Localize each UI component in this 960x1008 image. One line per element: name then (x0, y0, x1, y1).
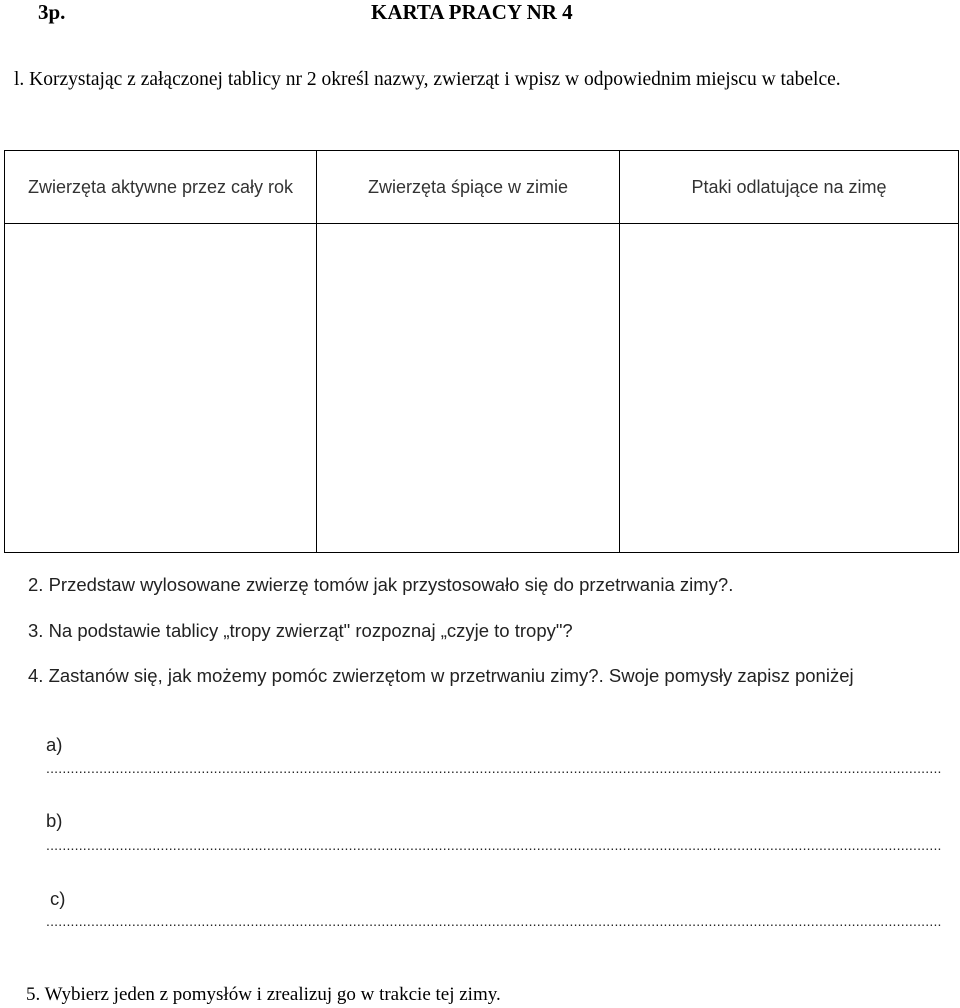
table-header-row (5, 151, 959, 224)
answer-b-line[interactable]: ........................................................................................................................................................................................................................... (46, 837, 942, 853)
header-hibernating-animals: Zwierzęta śpiące w zimie (317, 151, 620, 224)
answer-a-label: a) (46, 734, 63, 755)
task-2: 2. Przedstaw wylosowane zwierzę tomów jak przystosowało się do przetrwania zimy?. (28, 574, 734, 595)
header-migrating-birds: Ptaki odlatujące na zimę (620, 151, 959, 224)
answer-cell-active-animals[interactable] (5, 224, 317, 553)
page-points: 3p. (38, 0, 66, 24)
worksheet-title: KARTA PRACY NR 4 (371, 0, 573, 24)
answer-c-label: c) (50, 888, 66, 909)
task-5: 5. Wybierz jeden z pomysłów i zrealizuj go w trakcie tej zimy. (26, 984, 501, 1005)
animals-table (4, 150, 959, 553)
answer-a-line[interactable]: ........................................................................................................................................................................................................................... (46, 760, 942, 776)
task-4: 4. Zastanów się, jak możemy pomóc zwierzętom w przetrwaniu zimy?. Swoje pomysły zapisz poniżej (28, 665, 854, 686)
task-1-instruction: l. Korzystając z załączonej tablicy nr 2 określ nazwy, zwierząt i wpisz w odpowiednim miejscu w tabelce. (14, 69, 841, 90)
answer-c-line[interactable]: ........................................................................................................................................................................................................................... (46, 913, 942, 929)
table-answer-row (5, 224, 959, 553)
answer-cell-hibernating-animals[interactable] (317, 224, 620, 553)
header-active-animals: Zwierzęta aktywne przez cały rok (5, 151, 317, 224)
task-3: 3. Na podstawie tablicy „tropy zwierząt" rozpoznaj „czyje to tropy"? (28, 620, 573, 641)
answer-b-label: b) (46, 810, 63, 831)
answer-cell-migrating-birds[interactable] (620, 224, 959, 553)
